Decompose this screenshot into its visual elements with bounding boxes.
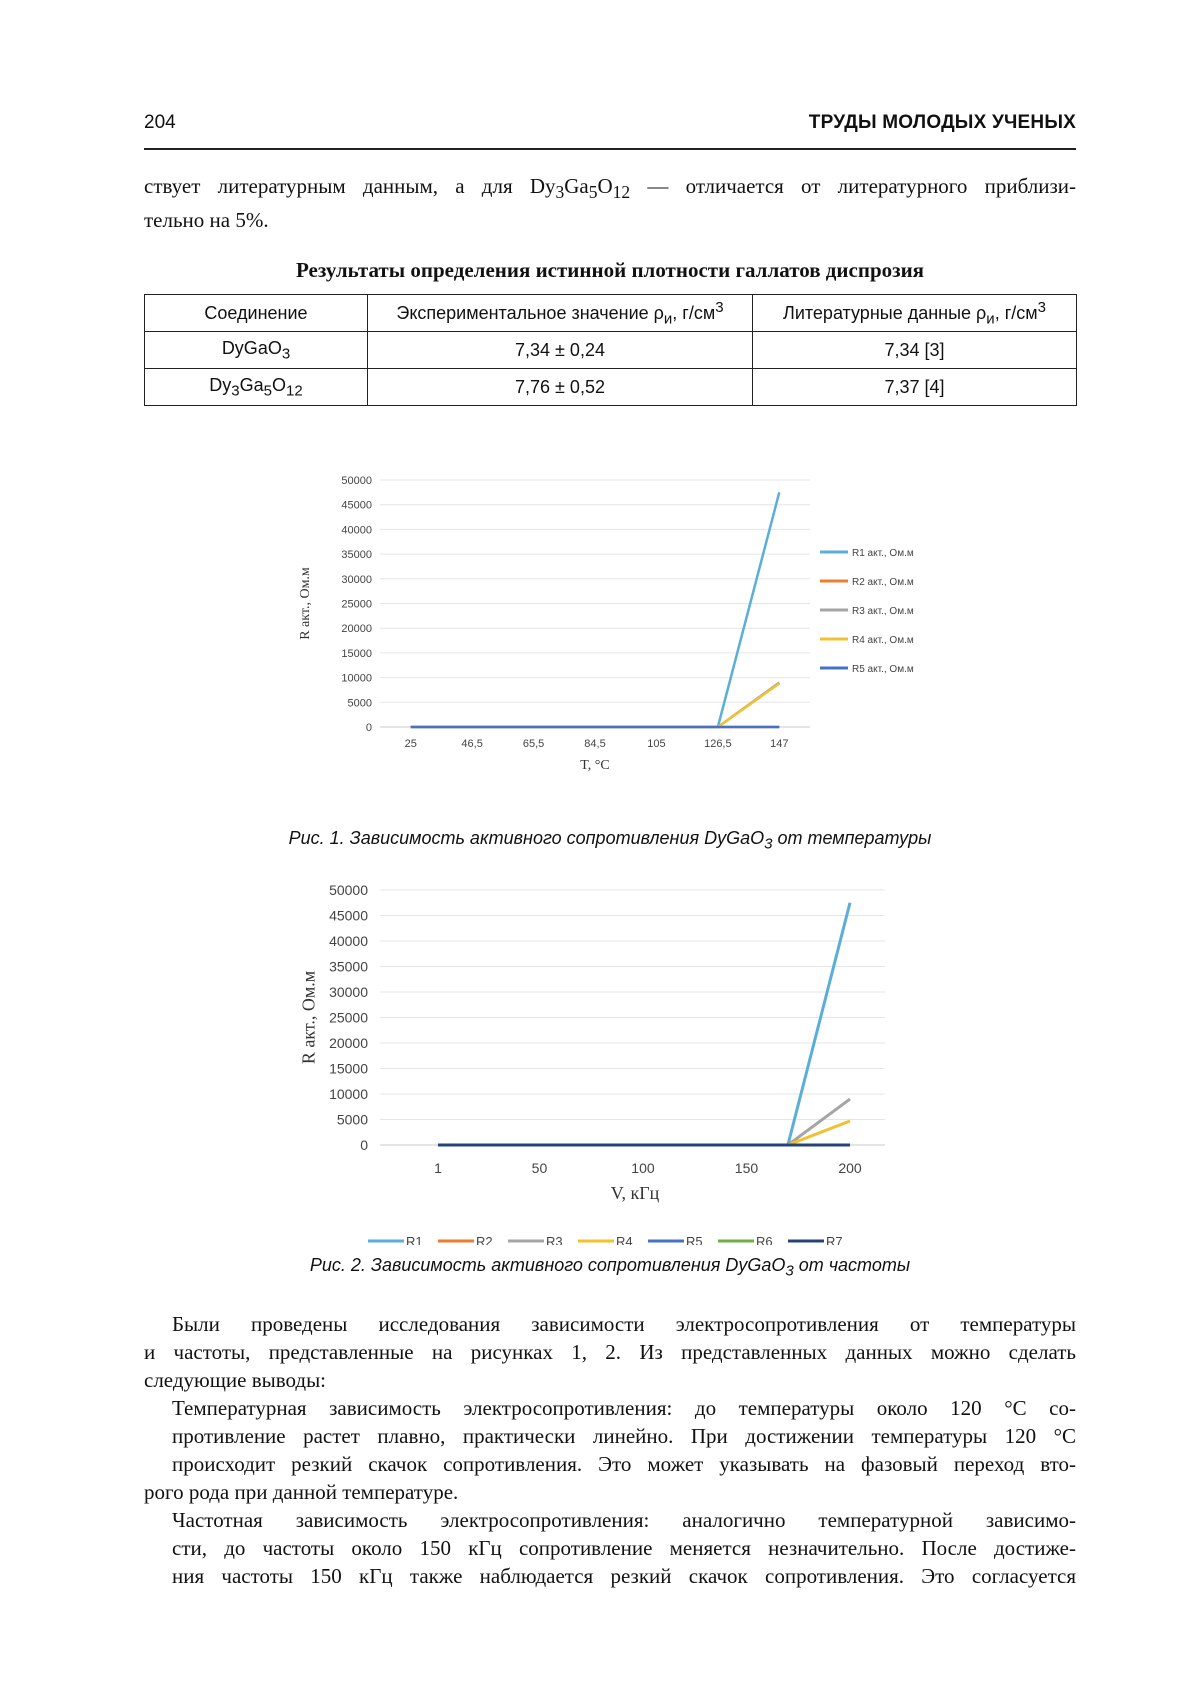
x-tick-label: 65,5: [523, 738, 544, 750]
x-tick-label: 200: [838, 1160, 862, 1176]
y-tick-label: 45000: [341, 500, 372, 512]
legend-label: R4: [616, 1234, 633, 1245]
y-axis-label: R акт., Ом.м: [298, 567, 313, 640]
cell-experimental: 7,34 ± 0,24: [368, 332, 753, 369]
temperature-chart: [290, 460, 930, 805]
x-axis-label: V, кГц: [611, 1183, 660, 1203]
y-tick-label: 35000: [341, 549, 372, 561]
y-tick-label: 50000: [341, 475, 372, 487]
cell-compound: Dy3Ga5O12: [145, 369, 368, 406]
legend-label: R5 акт., Ом.м: [852, 664, 914, 675]
y-tick-label: 40000: [329, 933, 368, 949]
cell-literature: 7,37 [4]: [753, 369, 1077, 406]
x-axis-label: T, °C: [580, 758, 609, 773]
running-header: [144, 108, 1076, 150]
y-tick-label: 10000: [341, 673, 372, 685]
y-tick-label: 20000: [329, 1035, 368, 1051]
y-tick-label: 50000: [329, 882, 368, 898]
y-tick-label: 25000: [329, 1010, 368, 1026]
header-compound: Соединение: [145, 295, 368, 332]
legend-label: R4 акт., Ом.м: [852, 635, 914, 646]
x-tick-label: 126,5: [704, 738, 732, 750]
legend-label: R2 акт., Ом.м: [852, 577, 914, 588]
y-tick-label: 25000: [341, 599, 372, 611]
cell-literature: 7,34 [3]: [753, 332, 1077, 369]
x-tick-label: 105: [647, 738, 665, 750]
page-number: 204: [144, 112, 176, 134]
legend-label: R5: [686, 1234, 703, 1245]
legend-label: R3: [546, 1234, 563, 1245]
legend-label: R6: [756, 1234, 773, 1245]
x-tick-label: 1: [434, 1160, 442, 1176]
y-tick-label: 10000: [329, 1086, 368, 1102]
x-tick-label: 46,5: [461, 738, 482, 750]
x-tick-label: 147: [770, 738, 788, 750]
x-tick-label: 50: [532, 1160, 548, 1176]
y-axis-label: R акт., Ом.м: [298, 971, 318, 1064]
y-tick-label: 5000: [337, 1112, 368, 1128]
intro-line-2: тельно на 5%.: [144, 208, 269, 232]
y-tick-label: 45000: [329, 908, 368, 924]
frequency-chart: [290, 865, 930, 1245]
table-header-row: [145, 295, 1077, 332]
intro-line-1: ствует литературным данным, а для Dy3Ga5O12 — отличается от литературного приблизи-: [144, 172, 1076, 206]
results-table: [144, 294, 1077, 406]
series-line: [438, 903, 850, 1145]
journal-title: ТРУДЫ МОЛОДЫХ УЧЕНЫХ: [809, 112, 1076, 134]
y-tick-label: 40000: [341, 524, 372, 536]
cell-experimental: 7,76 ± 0,52: [368, 369, 753, 406]
legend-label: R3 акт., Ом.м: [852, 606, 914, 617]
y-tick-label: 30000: [329, 984, 368, 1000]
y-tick-label: 30000: [341, 574, 372, 586]
x-tick-label: 150: [735, 1160, 759, 1176]
y-tick-label: 20000: [341, 623, 372, 635]
paragraph-2: Температурная зависимость электросопротивления: до температуры около 120 °С со- противление растет плавно, практически линейно. При достижении температуры 120 °С происходит резкий скачок сопротивления. Это может указывать на фазовый переход вто- рого рода при данной температуре.: [144, 1394, 1076, 1506]
figure1-caption: Рис. 1. Зависимость активного сопротивления DyGaO3 от температуры: [144, 828, 1076, 853]
legend-label: R1: [406, 1234, 423, 1245]
legend-label: R2: [476, 1234, 493, 1245]
figure2-caption: Рис. 2. Зависимость активного сопротивления DyGaO3 от частоты: [144, 1255, 1076, 1280]
series-line: [411, 492, 780, 727]
x-tick-label: 100: [631, 1160, 655, 1176]
legend-label: R1 акт., Ом.м: [852, 548, 914, 559]
table-row: [145, 332, 1077, 369]
cell-compound: DyGaO3: [145, 332, 368, 369]
header-literature: Литературные данные ρи, г/см3: [753, 295, 1077, 332]
intro-paragraph: [144, 172, 1076, 234]
legend-label: R7: [826, 1234, 843, 1245]
y-tick-label: 0: [360, 1137, 368, 1153]
x-tick-label: 25: [405, 738, 417, 750]
paragraph-3: Частотная зависимость электросопротивления: аналогично температурной зависимо- сти, до частоты около 150 кГц сопротивление меняется незначительно. После достиже- ния частоты 150 кГц также наблюдается резкий скачок сопротивления. Это согласуется: [144, 1506, 1076, 1590]
y-tick-label: 15000: [341, 648, 372, 660]
table-row: [145, 369, 1077, 406]
y-tick-label: 5000: [348, 697, 372, 709]
body-text: [144, 1310, 1076, 1590]
header-experimental: Экспериментальное значение ρи, г/см3: [368, 295, 753, 332]
y-tick-label: 15000: [329, 1061, 368, 1077]
table-caption: Результаты определения истинной плотности галлатов диспрозия: [144, 258, 1076, 283]
x-tick-label: 84,5: [584, 738, 605, 750]
y-tick-label: 35000: [329, 959, 368, 975]
paragraph-1: Были проведены исследования зависимости электросопротивления от температуры и частоты, представленные на рисунках 1, 2. Из представленных данных можно сделать следующие выводы:: [144, 1310, 1076, 1394]
y-tick-label: 0: [366, 722, 372, 734]
